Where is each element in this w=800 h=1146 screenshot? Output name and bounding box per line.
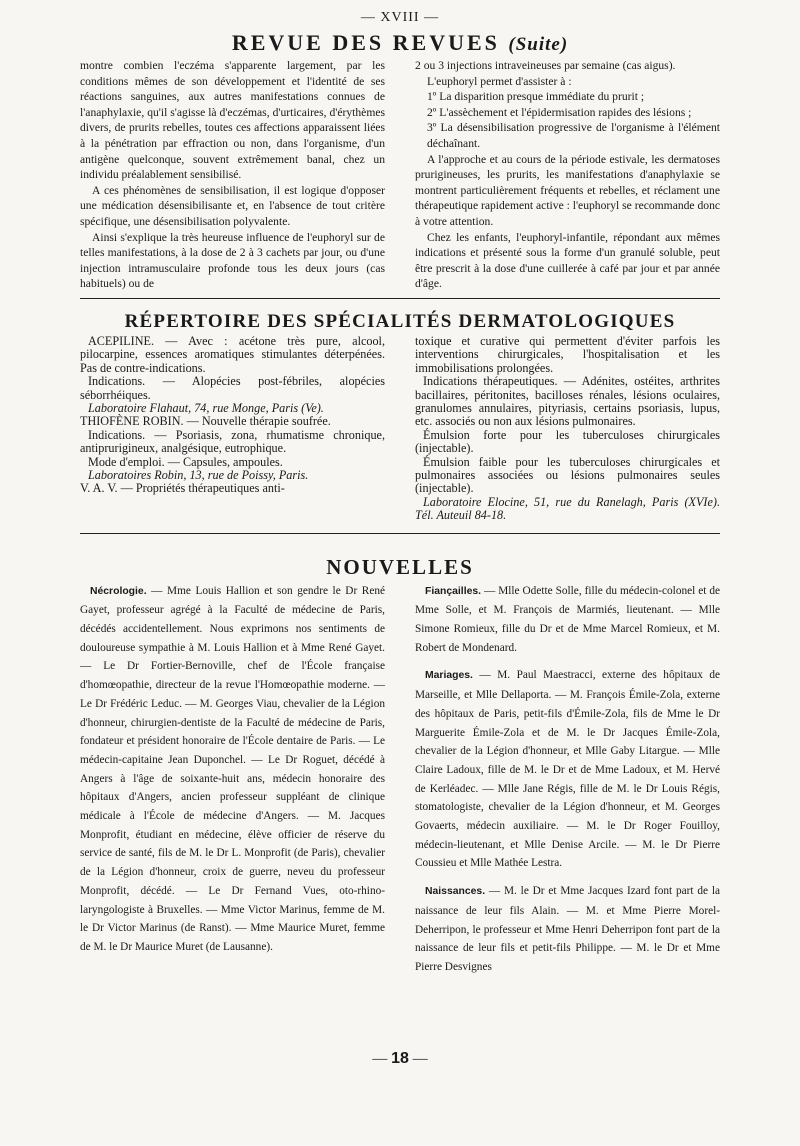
nouvelles-text: — M. Paul Maestracci, externe des hôpitaux de Marseille, et Mlle Dellaporta. — M. François Émile-Zola, externe des hôpitaux de Paris, petit-fils d'Émile-Zola, fils de Mme le Dr Marguerite Émile-Zola et de M. le Dr Jacques Émile-Zola, chevalier de la Légion d'honneur, et Mlle Gaby Litargue. — Mlle Claire Ladoux, fille de M. le Dr et de Mme Ladoux, et M. Hervé de Kerléadec. — Mlle Jane Régis, fille de M. le Dr Louis Régis, stomatologiste, chevalier de la Légion d'honneur, et M. Georges Govaerts, médecin auxiliaire. — M. le Dr Roger Fouilloy, médecin-lieutenant, et Mlle Denise Arcile. — M. le Dr Pierre Coussieu et Mlle Mathée Lestra. bbox=[415, 669, 720, 870]
repertoire-entry: V. A. V. — Propriétés thérapeutiques anti- bbox=[80, 481, 285, 496]
nouvelles-text: — Mlle Odette Solle, fille du médecin-colonel et de Mme Solle, et M. François de Marmiés, lieutenant. — Mlle Simone Romieux, fille du Dr et de Mme Marcel Romieux, et M. Robert de Mondenard. bbox=[415, 584, 720, 654]
page bbox=[80, 10, 720, 986]
section-divider bbox=[80, 533, 720, 534]
nouvelles-paragraph bbox=[415, 666, 720, 873]
section-title-repertoire: RÉPERTOIRE DES SPÉCIALITÉS DERMATOLOGIQUES bbox=[124, 310, 676, 332]
repertoire-entry: ACEPILINE. — Avec : acétone très pure, alcool, pilocarpine, essences aromatiques stimulantes déterpénées. Pas de contre-indications. bbox=[80, 333, 385, 375]
repertoire-entry: Indications thérapeutiques. — Adénites, ostéites, arthrites bacillaires, péritonites, bacilloses rénales, lésions oculaires, granulomes annulaires, pityriasis, certains psoriasis, lupus, etc. associés ou non aux lésions pulmonaires. bbox=[415, 374, 720, 429]
repertoire-entry: Indications. — Psoriasis, zona, rhumatisme chronique, antiprurigineux, analgésique, eutrophique. bbox=[80, 427, 385, 456]
revue-paragraph: Ainsi s'explique la très heureuse influence de l'euphoryl sur de telles manifestations, à la dose de 2 à 3 cachets par jour, ou d'une injection intramusculaire profonde tous les deux jours (cas habituels) ou de bbox=[80, 230, 385, 291]
repertoire-entry: toxique et curative qui permettent d'éviter parfois les interventions chirurgicales, l'hospitalisation et les immobilisations prolongées. bbox=[415, 333, 720, 375]
revue-list-item: 2º L'assèchement et l'épidermisation rapides des lésions ; bbox=[427, 105, 692, 119]
revue-title-text: REVUE DES REVUES bbox=[231, 30, 500, 55]
nouvelles-text: — Mme Louis Hallion et son gendre le Dr René Gayet, professeur agrégé à la Faculté de médecine de Paris, décédés accidentellement. Nous exprimons nos sentiments de douloureuse sympathie à M. Louis Hallion et à Mme René Gayet. — Le Dr Fortier-Bernoville, chef de l'École française d'homœopathie, directeur de la revue l'Homœopathie moderne. — Le Dr Frédéric Leduc. — M. Georges Viau, chevalier de la Légion d'honneur, chirurgien-dentiste de la Faculté de médecine de Paris, fondateur et président honoraire de l'École dentaire de Paris. — Le médecin-capitaine Jean Duponchel. — Le Dr Roguet, décédé à Angers à l'âge de soixante-huit ans, médecin honoraire des hôpitaux d'Angers, ancien professeur suppléant de clinique médicale à l'École de médecine d'Angers. — M. Jacques Monprofit, étudiant en médecine, élève officier de réserve du service de santé, fils de M. le Dr L. Monprofit (de Paris), chevalier de la Légion d'honneur, croix de guerre, neveu du professeur Monprofit, décédé. — Le Dr Fernand Vues, oto-rhino-laryngologiste à Bruxelles. — Mme Victor Marinus, femme de M. le Dr Victor Marinus (de Ranst). — Mme Maurice Muret, femme de M. le Dr Maurice Muret (de Lausanne). bbox=[80, 584, 385, 953]
page-number: 18 bbox=[391, 1050, 409, 1067]
repertoire-laboratory: Laboratoire Flahaut, 74, rue Monge, Paris (Ve). bbox=[88, 400, 324, 415]
repertoire-entry: THIOFÈNE ROBIN. — Nouvelle thérapie soufrée. bbox=[80, 414, 331, 429]
revue-right-column bbox=[415, 58, 720, 292]
nouvelles-left-column bbox=[80, 582, 385, 986]
revue-list-item: 1º La disparition presque immédiate du prurit ; bbox=[427, 90, 645, 104]
section-divider bbox=[80, 298, 720, 299]
section-title-revue bbox=[80, 28, 720, 58]
revue-list-item: 3º La désensibilisation progressive de l'organisme à l'élément déchaînant. bbox=[427, 121, 720, 150]
nouvelles-columns bbox=[80, 582, 720, 986]
revue-columns bbox=[80, 58, 720, 292]
section-title-nouvelles: NOUVELLES bbox=[326, 554, 474, 579]
repertoire-left-column bbox=[80, 335, 385, 523]
repertoire-entry: Émulsion forte pour les tuberculoses chirurgicales (injectable). bbox=[415, 427, 720, 456]
page-footer bbox=[0, 1050, 800, 1068]
revue-left-column bbox=[80, 58, 385, 292]
nouvelles-right-column bbox=[415, 582, 720, 986]
nouvelles-lead: Nécrologie. bbox=[90, 585, 147, 597]
repertoire-laboratory: Laboratoires Robin, 13, rue de Poissy, Paris. bbox=[88, 467, 309, 482]
footer-dash-left: — bbox=[372, 1051, 392, 1067]
revue-paragraph: L'euphoryl permet d'assister à : bbox=[427, 74, 572, 88]
revue-paragraph: montre combien l'eczéma s'apparente largement, par les conditions mêmes de son développement et l'identité de ses réactions sanguines, aux autres manifestations connues de l'anaphylaxie, qu'il s'agisse là d'eczémas, d'urticaires, d'érythèmes divers, de prurits rebelles, toutes ces affections apparaissent liées à la pénétration par effraction ou non, dans l'organisme, d'un antigène quelconque, souvent extrêmement banal, chez un individu préalablement sensibilisé. bbox=[80, 59, 385, 182]
repertoire-columns bbox=[80, 335, 720, 523]
repertoire-laboratory: Laboratoire Elocine, 51, rue du Ranelagh, Paris (XVIe). Tél. Auteuil 84-18. bbox=[415, 494, 720, 523]
revue-paragraph: A l'approche et au cours de la période estivale, les dermatoses prurigineuses, les prurits, les manifestations d'anaphylaxie se montrent particulièrement fréquents et rebelles, et réclament une thérapeutique rapidement active : l'euphoryl se recommande donc à votre attention. bbox=[415, 152, 721, 228]
nouvelles-paragraph bbox=[415, 882, 720, 977]
nouvelles-lead: Mariages. bbox=[425, 670, 473, 682]
repertoire-entry: Indications. — Alopécies post-fébriles, alopécies séborrhéiques. bbox=[80, 374, 385, 402]
nouvelles-paragraph bbox=[415, 582, 720, 658]
repertoire-right-column bbox=[415, 335, 720, 523]
nouvelles-text: — M. le Dr et Mme Jacques Izard font part de la naissance de leur fils Alain. — M. et Mme Pierre Morel-Deherripon, le professeur et Mme Henri Deherripon font part de la naissance de leur fils et petit-fils Philippe. — M. le Dr et Mme Pierre Desvignes bbox=[415, 885, 720, 973]
revue-paragraph: 2 ou 3 injections intraveineuses par semaine (cas aigus). bbox=[415, 59, 676, 72]
footer-dash-right: — bbox=[408, 1051, 428, 1067]
nouvelles-lead: Naissances. bbox=[425, 886, 486, 898]
revue-paragraph: A ces phénomènes de sensibilisation, il est logique d'opposer une médication désensibilisante et, en l'absence de tout critère spécifique, une désensibilisation polyvalente. bbox=[80, 183, 385, 228]
revue-paragraph: Chez les enfants, l'euphoryl-infantile, répondant aux mêmes indications et présenté sous la forme d'un granulé soluble, peut être prescrit à la dose d'une cuillerée à café par jour et par année d'âge. bbox=[415, 230, 720, 291]
revue-title-suite: (Suite) bbox=[508, 34, 569, 55]
nouvelles-lead: Fiançailles. bbox=[425, 585, 482, 597]
repertoire-entry: Émulsion faible pour les tuberculoses chirurgicales et pulmonaires associées ou lésions pulmonaires seules (injectable). bbox=[415, 454, 720, 496]
roman-page-number: — XVIII — bbox=[360, 10, 440, 25]
nouvelles-paragraph bbox=[80, 582, 385, 957]
repertoire-entry: Mode d'emploi. — Capsules, ampoules. bbox=[88, 454, 283, 469]
